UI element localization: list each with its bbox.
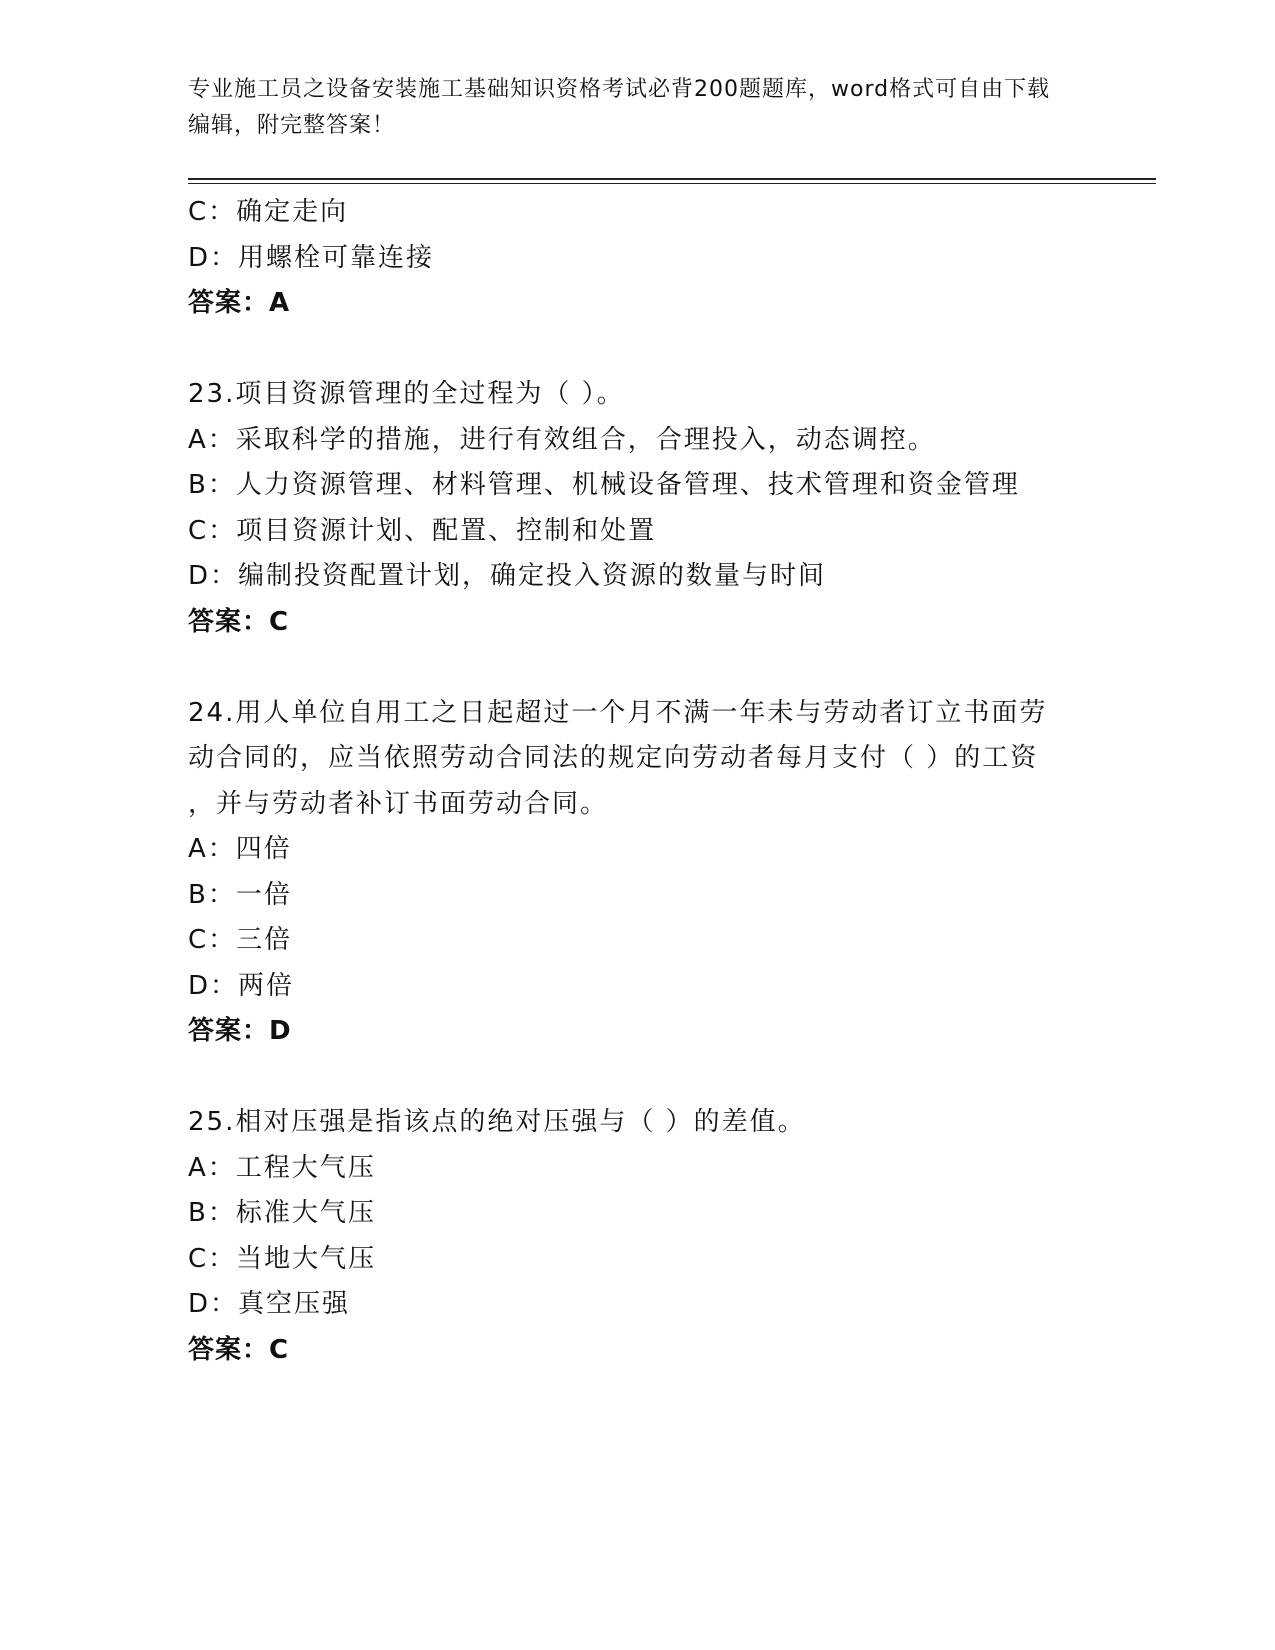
header-divider-thin — [188, 183, 1156, 184]
question-list — [188, 190, 1088, 1373]
spacer — [188, 327, 1088, 373]
option-b: B：标准大气压 — [188, 1198, 376, 1228]
question-stem: 25.相对压强是指该点的绝对压强与（ ）的差值。 — [188, 1107, 806, 1137]
header-divider-thick — [188, 178, 1156, 180]
document-header: 专业施工员之设备安装施工基础知识资格考试必背200题题库，word格式可自由下载编辑，附完整答案！ — [188, 77, 1051, 138]
question-stem-line-3: ，并与劳动者补订书面劳动合同。 — [188, 788, 609, 819]
option-c: C：三倍 — [188, 925, 293, 955]
option-a: A：工程大气压 — [188, 1152, 376, 1183]
answer-line: 答案：C — [188, 1334, 290, 1365]
option-a: A：采取科学的措施，进行有效组合，合理投入，动态调控。 — [188, 424, 936, 455]
spacer — [188, 1055, 1088, 1101]
question-24 — [188, 691, 1088, 1055]
option-c: C：当地大气压 — [188, 1243, 377, 1274]
option-c: C：确定走向 — [188, 197, 349, 227]
question-stem-line-1: 24.用人单位自用工之日起超过一个月不满一年未与劳动者订立书面劳 — [188, 697, 1048, 728]
question-23 — [188, 372, 1088, 645]
question-stem-line-2: 动合同的，应当依照劳动合同法的规定向劳动者每月支付（ ）的工资 — [188, 743, 1039, 773]
spacer — [188, 645, 1088, 691]
question-stem: 23.项目资源管理的全过程为（ ）。 — [188, 379, 625, 409]
option-d: D：编制投资配置计划，确定投入资源的数量与时间 — [188, 561, 827, 591]
question-25 — [188, 1100, 1088, 1373]
option-b: B：人力资源管理、材料管理、机械设备管理、技术管理和资金管理 — [188, 470, 1020, 500]
option-b: B：一倍 — [188, 879, 292, 910]
answer-line: 答案：C — [188, 606, 290, 637]
option-a: A：四倍 — [188, 834, 292, 864]
answer-line: 答案：A — [188, 288, 291, 318]
answer-line: 答案：D — [188, 1016, 292, 1046]
option-d: D：两倍 — [188, 970, 295, 1001]
option-c: C：项目资源计划、配置、控制和处置 — [188, 515, 657, 546]
option-d: D：用螺栓可靠连接 — [188, 242, 435, 273]
option-d: D：真空压强 — [188, 1289, 351, 1319]
question-22-tail — [188, 190, 1088, 327]
